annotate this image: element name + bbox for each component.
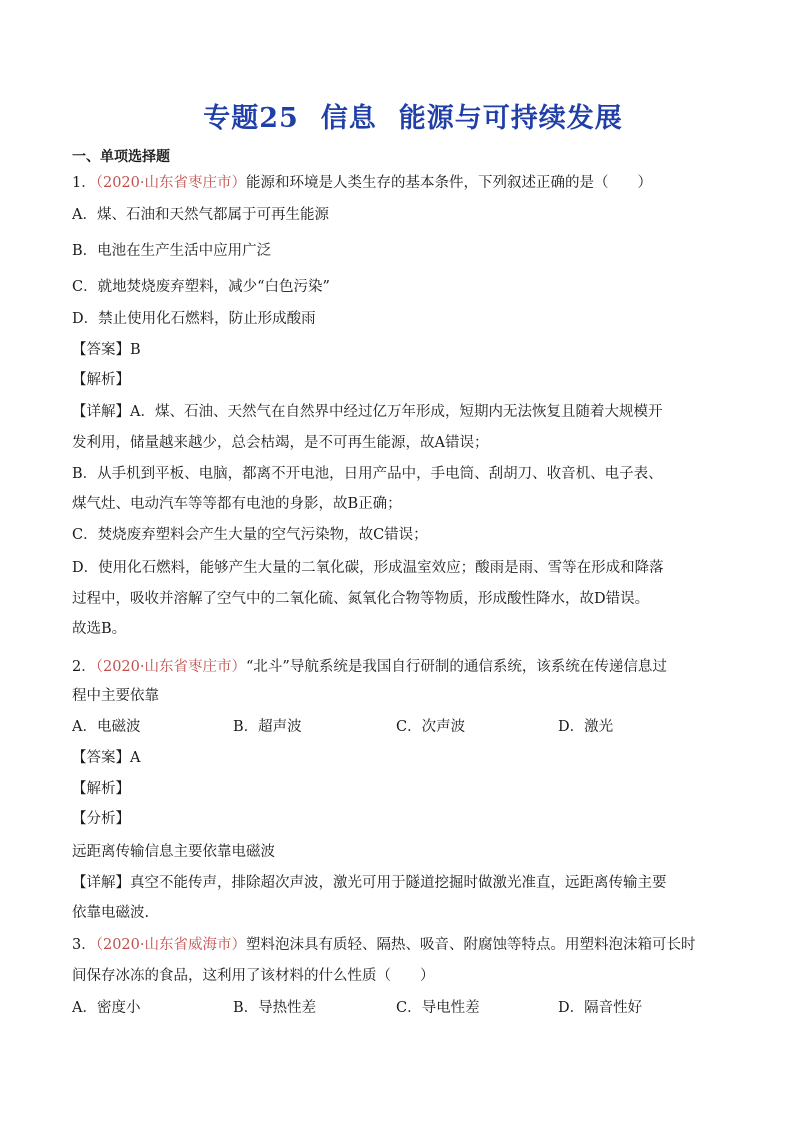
question-3-options xyxy=(72,998,732,1018)
question-2-options xyxy=(72,717,732,737)
question-2-stem xyxy=(72,657,732,677)
question-2-text: “北斗”导航系统是我国自行研制的通信系统，该系统在传递信息过 xyxy=(246,659,667,675)
question-1-detail-line: 故选B。 xyxy=(72,621,127,637)
question-1-text: 能源和环境是人类生存的基本条件，下列叙述正确的是（ ） xyxy=(246,175,652,191)
question-1-detail-line: 煤气灶、电动汽车等等都有电池的身影，故B正确； xyxy=(72,496,402,512)
question-2-fenxi-text: 远距离传输信息主要依靠电磁波 xyxy=(72,844,275,860)
question-2-source: （2020·山东省枣庄市） xyxy=(95,659,246,675)
question-3-source: （2020·山东省威海市） xyxy=(95,937,246,953)
question-1-number: 1． xyxy=(72,175,96,191)
question-2-option-c: C．次声波 xyxy=(396,719,466,735)
question-1-answer: 【答案】B xyxy=(72,342,141,358)
question-1-detail-line: D．使用化石燃料，能够产生大量的二氧化碳，形成温室效应；酸雨是雨、雪等在形成和降落 xyxy=(72,560,664,576)
title-part-2: 信息 xyxy=(320,103,377,134)
title-part-3: 能源与可持续发展 xyxy=(398,103,623,134)
question-3-text: 塑料泡沫具有质轻、隔热、吸音、附腐蚀等特点。用塑料泡沫箱可长时 xyxy=(246,937,696,953)
question-3-stem-cont: 间保存冰冻的食品，这利用了该材料的什么性质（ ） xyxy=(72,968,435,984)
question-3-number: 3． xyxy=(72,937,96,953)
question-2-detail-line: 【详解】真空不能传声，排除超次声波，激光可用于隧道挖掘时做激光准直，远距离传输主要 xyxy=(72,875,667,891)
question-2-number: 2． xyxy=(72,659,96,675)
page-title xyxy=(16,96,794,135)
question-3-option-d: D．隔音性好 xyxy=(558,1000,643,1016)
question-1-option-d: D．禁止使用化石燃料，防止形成酸雨 xyxy=(72,311,316,327)
question-2-option-d: D．激光 xyxy=(558,719,614,735)
title-part-1: 专题25 xyxy=(203,103,299,134)
question-1-stem xyxy=(72,173,732,193)
question-3-option-b: B．导热性差 xyxy=(233,1000,317,1016)
question-2-detail-line: 依靠电磁波. xyxy=(72,905,150,921)
question-1-analysis: 【解析】 xyxy=(72,372,130,388)
question-2-answer: 【答案】A xyxy=(72,750,141,766)
question-1-option-b: B．电池在生产生活中应用广泛 xyxy=(72,243,272,259)
question-1-detail-line: 【详解】A．煤、石油、天然气在自然界中经过亿万年形成，短期内无法恢复且随着大规模开 xyxy=(72,404,663,420)
question-1-detail-line: 发利用，储量越来越少，总会枯竭，是不可再生能源，故A错误； xyxy=(72,435,489,451)
question-1-source: （2020·山东省枣庄市） xyxy=(95,175,246,191)
question-2-option-a: A．电磁波 xyxy=(72,719,141,735)
question-1-detail-line: C．焚烧废弃塑料会产生大量的空气污染物，故C错误； xyxy=(72,527,428,543)
question-1-detail-line: B．从手机到平板、电脑，都离不开电池，日用产品中，手电筒、刮胡刀、收音机、电子表、 xyxy=(72,466,663,482)
question-2-stem-cont: 程中主要依靠 xyxy=(72,688,159,704)
question-2-option-b: B．超声波 xyxy=(233,719,302,735)
question-1-option-c: C．就地焚烧废弃塑料，减少“白色污染” xyxy=(72,279,330,295)
question-1-detail-line: 过程中，吸收并溶解了空气中的二氧化硫、氮氧化合物等物质，形成酸性降水，故D错误。 xyxy=(72,591,650,607)
question-2-analysis: 【解析】 xyxy=(72,781,130,797)
section-heading: 一、单项选择题 xyxy=(72,149,170,165)
question-3-stem xyxy=(72,935,732,955)
question-3-option-a: A．密度小 xyxy=(72,1000,141,1016)
question-1-option-a: A．煤、石油和天然气都属于可再生能源 xyxy=(72,207,329,223)
question-2-fenxi: 【分析】 xyxy=(72,811,130,827)
question-3-option-c: C．导电性差 xyxy=(396,1000,480,1016)
